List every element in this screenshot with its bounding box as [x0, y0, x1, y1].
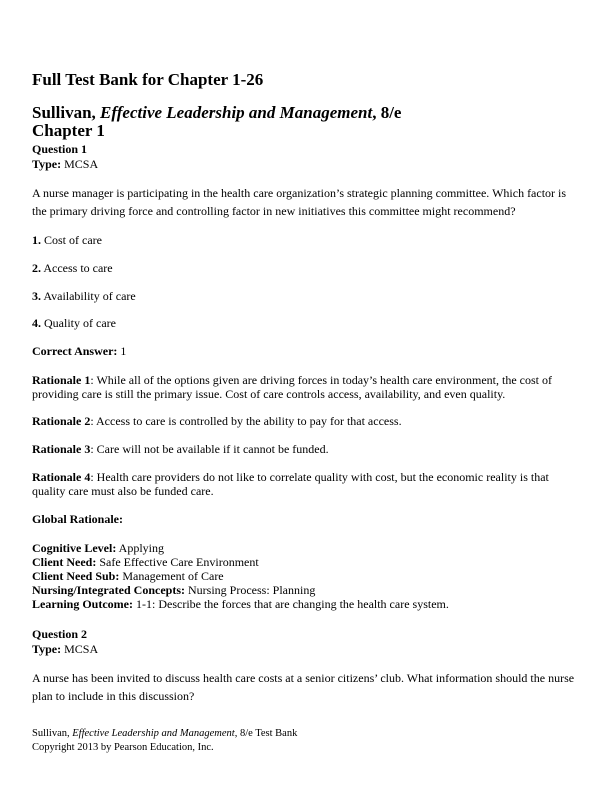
- option-text: Access to care: [41, 261, 113, 275]
- option-text: Quality of care: [41, 316, 116, 330]
- option-text: Cost of care: [41, 233, 102, 247]
- book-author: Sullivan,: [32, 103, 101, 122]
- chapter-heading: Chapter 1: [32, 121, 105, 140]
- q1-metadata: [32, 541, 580, 611]
- option-number: 4.: [32, 316, 41, 330]
- footer-book-line: [32, 727, 297, 741]
- meta-value: Applying: [116, 541, 164, 555]
- option-text: Availability of care: [41, 289, 136, 303]
- meta-client-need: [32, 555, 580, 569]
- q1-correct-answer: [32, 344, 580, 358]
- meta-value: 1-1: Describe the forces that are changing the health care system.: [133, 597, 449, 611]
- meta-learning-outcome: [32, 597, 580, 611]
- meta-label: Cognitive Level:: [32, 541, 117, 555]
- page-footer: [32, 727, 297, 755]
- type-value: MCSA: [61, 642, 99, 656]
- meta-client-need-sub: [32, 569, 580, 583]
- question-2-heading: Question 2: [32, 627, 88, 641]
- question-1-stem: A nurse manager is participating in the health care organization’s strategic planning committee. Which factor is the primary driving force and controlling factor in new initiatives this committee might recommend?: [32, 186, 567, 218]
- q1-rationale-3: [32, 442, 580, 456]
- q1-rationale-1: [32, 373, 580, 401]
- q1-rationale-2: [32, 414, 580, 428]
- rationale-label: Rationale 2: [32, 414, 91, 428]
- meta-nursing-concepts: [32, 583, 580, 597]
- q1-option-4: [32, 316, 580, 330]
- book-title: Effective Leadership and Management: [100, 103, 373, 122]
- option-number: 3.: [32, 289, 41, 303]
- footer-suffix: , 8/e Test Bank: [234, 728, 298, 739]
- type-label: Type:: [32, 157, 62, 171]
- rationale-label: Rationale 3: [32, 442, 91, 456]
- answer-value: 1: [117, 344, 127, 358]
- q1-option-1: [32, 233, 580, 247]
- meta-value: Management of Care: [119, 569, 224, 583]
- question-2-type: [32, 642, 580, 656]
- answer-label: Correct Answer:: [32, 344, 118, 358]
- footer-copyright: Copyright 2013 by Pearson Education, Inc.: [32, 742, 214, 753]
- meta-label: Client Need Sub:: [32, 569, 120, 583]
- meta-value: Nursing Process: Planning: [185, 583, 316, 597]
- meta-label: Learning Outcome:: [32, 597, 133, 611]
- meta-value: Safe Effective Care Environment: [96, 555, 259, 569]
- type-label: Type:: [32, 642, 62, 656]
- option-number: 1.: [32, 233, 41, 247]
- meta-cognitive-level: [32, 541, 580, 555]
- rationale-text: : Access to care is controlled by the ability to pay for that access.: [90, 414, 402, 428]
- meta-label: Nursing/Integrated Concepts:: [32, 583, 185, 597]
- book-reference: [32, 103, 401, 123]
- rationale-text: : Health care providers do not like to correlate quality with cost, but the economic reality is that quality care must also be funded care.: [32, 470, 549, 498]
- question-2-stem: A nurse has been invited to discuss health care costs at a senior citizens’ club. What information should the nurse plan to include in this discussion?: [32, 671, 575, 703]
- book-edition: , 8/e: [372, 103, 402, 122]
- footer-author: Sullivan,: [32, 728, 73, 739]
- footer-title: Effective Leadership and Management: [72, 728, 235, 739]
- q1-rationale-4: [32, 470, 580, 498]
- document-title: Full Test Bank for Chapter 1-26: [32, 70, 264, 89]
- q1-global-rationale: Global Rationale:: [32, 512, 124, 526]
- q1-option-3: [32, 289, 580, 303]
- meta-label: Client Need:: [32, 555, 97, 569]
- option-number: 2.: [32, 261, 41, 275]
- rationale-label: Rationale 4: [32, 470, 91, 484]
- q1-option-2: [32, 261, 580, 275]
- question-1-type: [32, 157, 580, 171]
- rationale-label: Rationale 1: [32, 373, 91, 387]
- rationale-text: : While all of the options given are driving forces in today’s health care environment, the cost of providing care is still the primary issue. Cost of care controls access, availability, and even quality.: [32, 373, 552, 401]
- type-value: MCSA: [61, 157, 99, 171]
- rationale-text: : Care will not be available if it cannot be funded.: [90, 442, 329, 456]
- question-1-heading: Question 1: [32, 142, 88, 156]
